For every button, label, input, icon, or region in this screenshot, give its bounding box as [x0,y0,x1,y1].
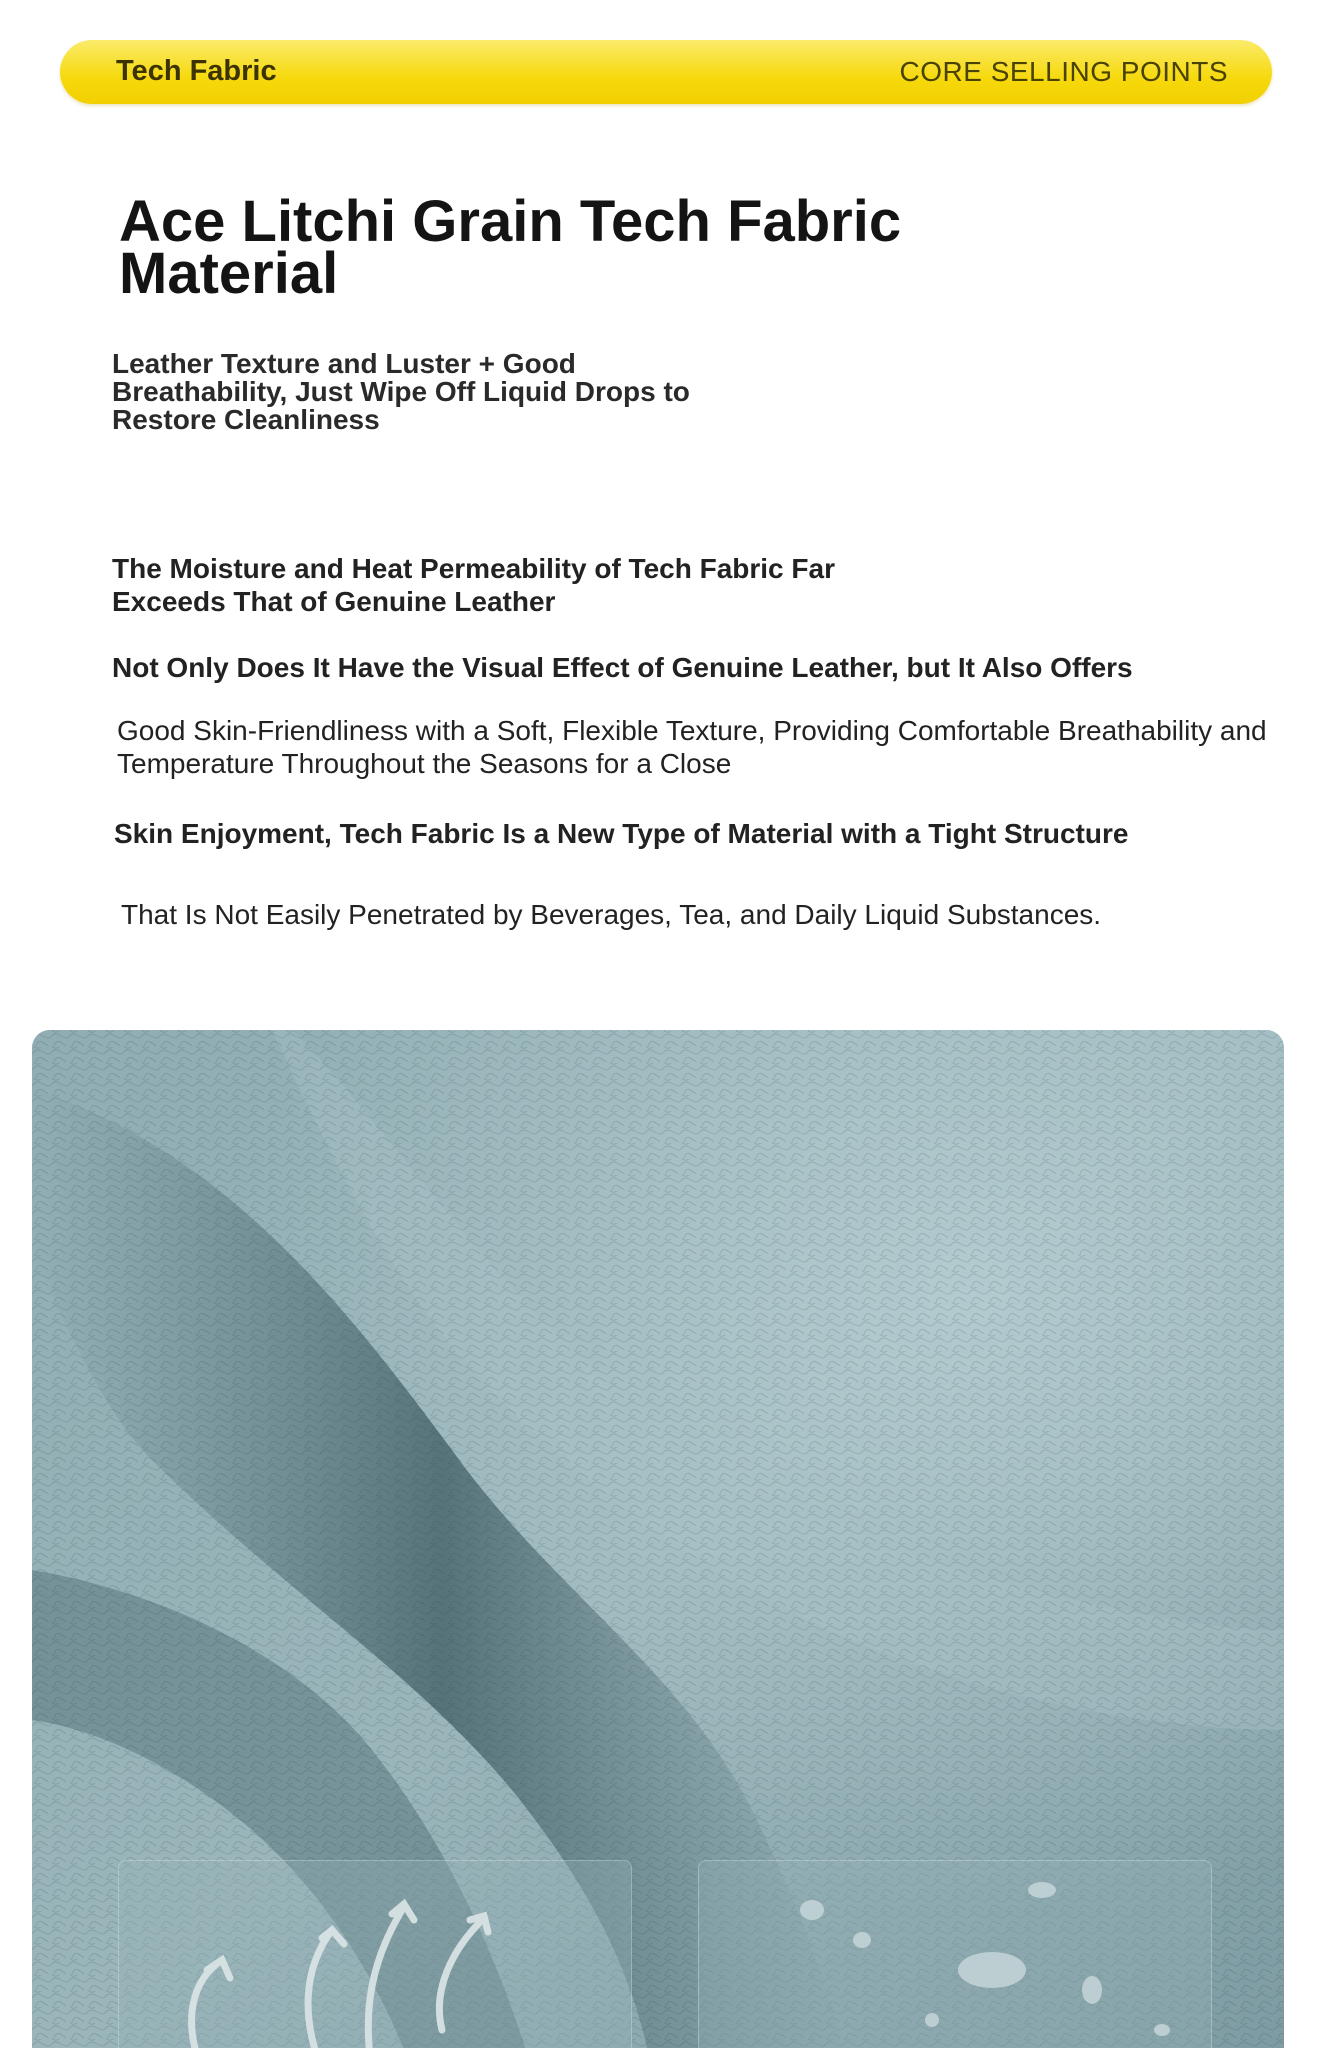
section-banner [60,40,1272,104]
banner-title: Tech Fabric [116,55,277,87]
paragraph-line: Exceeds That of Genuine Leather [112,586,556,617]
paragraph-skin-friendliness [117,714,1267,780]
paragraph-liquid-resistance: That Is Not Easily Penetrated by Beverages, Tea, and Daily Liquid Substances. [121,899,1102,930]
page-title: Ace Litchi Grain Tech Fabric Material [119,189,902,306]
water-resistance-inset [698,1860,1212,2048]
paragraph-permeability [112,552,835,618]
paragraph-visual-effect: Not Only Does It Have the Visual Effect of Genuine Leather, but It Also Offers [112,652,1133,683]
paragraph-line: Temperature Throughout the Seasons for a Close [117,748,732,779]
banner-subtitle: CORE SELLING POINTS [899,56,1228,87]
subheadline: Leather Texture and Luster + Good Breathability, Just Wipe Off Liquid Drops to Restore Cleanliness [112,348,690,435]
paragraph-line: Good Skin-Friendliness with a Soft, Flexible Texture, Providing Comfortable Breathability and [117,715,1267,746]
paragraph-tight-structure: Skin Enjoyment, Tech Fabric Is a New Type of Material with a Tight Structure [114,818,1129,849]
paragraph-line: The Moisture and Heat Permeability of Tech Fabric Far [112,553,835,584]
breathability-inset [118,1860,632,2048]
